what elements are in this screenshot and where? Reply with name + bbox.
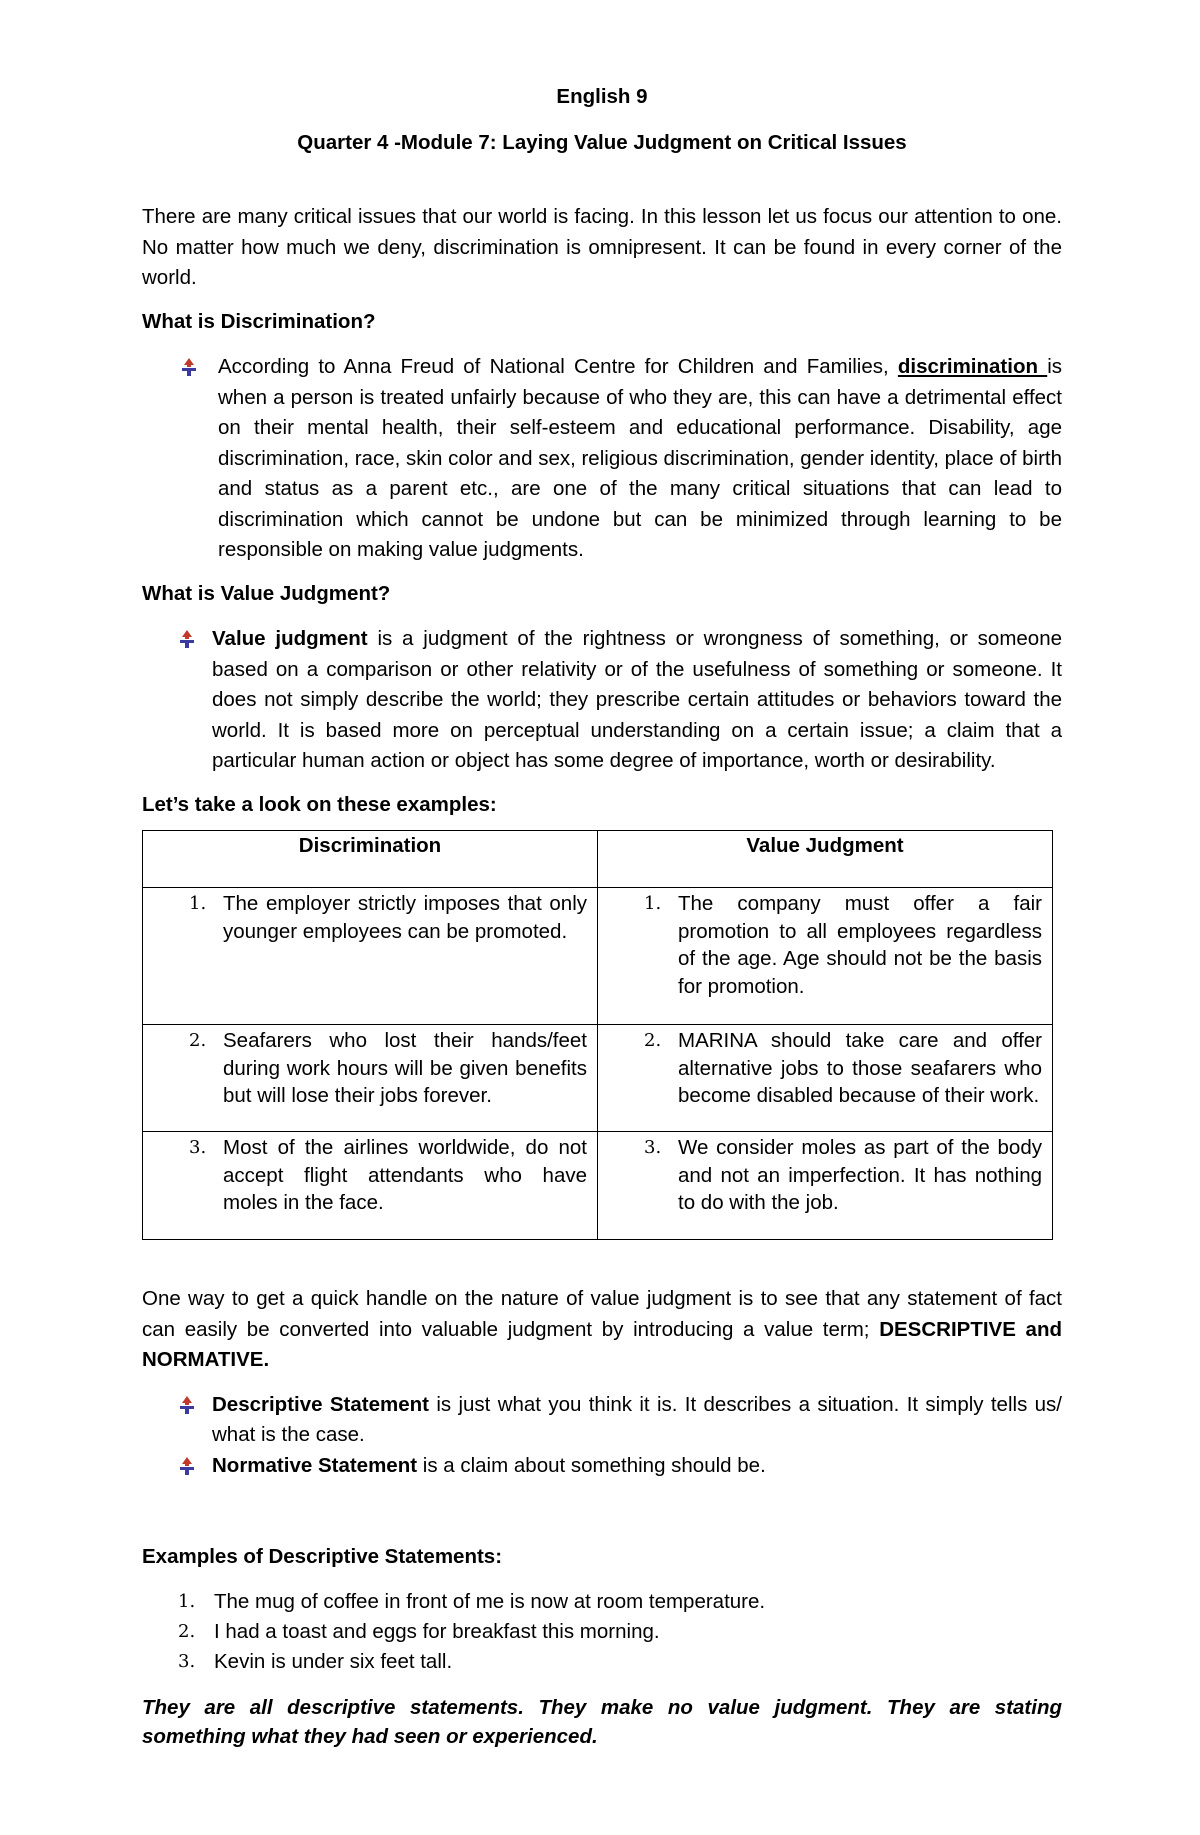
closing-statement: They are all descriptive statements. They make no value judgment. They are stating something what they had seen or experienced. [142, 1695, 1062, 1748]
value-term-types: DESCRIPTIVE and NORMATIVE. [142, 1317, 1063, 1371]
discrimination-example: Most of the airlines worldwide, do not accept flight attendants who have moles in the face. [223, 1136, 587, 1214]
subject-title: English 9 [556, 85, 648, 108]
column-header-value-judgment: Value Judgment [598, 831, 1053, 888]
descriptive-examples-heading: Examples of Descriptive Statements: [142, 1545, 503, 1568]
value-judgment-heading: What is Value Judgment? [142, 581, 391, 605]
table-row [143, 1132, 1053, 1240]
examples-heading: Let’s take a look on these examples: [142, 792, 497, 816]
list-number: 2. [178, 1620, 196, 1642]
discrimination-example: Seafarers who lost their hands/feet during work hours will be given benefits but will lose their jobs forever. [223, 1029, 587, 1107]
list-item [142, 1587, 1062, 1617]
normative-statement-item [142, 1451, 1062, 1482]
intro-paragraph: There are many critical issues that our world is facing. In this lesson let us focus our attention to one. No matter how much we deny, discrimination is omnipresent. It can be found in every corner of the world. [142, 205, 1062, 289]
descriptive-term: Descriptive Statement [212, 1392, 429, 1416]
value-judgment-definition [142, 624, 1062, 777]
row-number: 1. [189, 893, 207, 914]
value-judgment-example: We consider moles as part of the body and not an imperfection. It has nothing to do with the job. [678, 1136, 1042, 1214]
document-page [142, 82, 1062, 1751]
descriptive-examples-list [142, 1587, 1062, 1677]
list-number: 3. [178, 1650, 196, 1672]
comparison-table [142, 830, 1053, 1240]
descriptive-statement-item [142, 1390, 1062, 1451]
value-judgment-term: Value judgment [212, 627, 368, 650]
row-number: 3. [644, 1137, 662, 1158]
descriptive-text: is just what you think it is. It describes a situation. It simply tells us/ what is the case. [212, 1392, 1062, 1446]
list-item [142, 1617, 1062, 1647]
row-number: 1. [644, 893, 662, 914]
arrow-bullet-icon [178, 356, 200, 378]
arrow-bullet-icon [176, 1455, 198, 1477]
discrimination-example: The employer strictly imposes that only younger employees can be promoted. [223, 892, 587, 943]
definition-body-text: is when a person is treated unfairly because of who they are, this can have a detrimental effect on their mental health, their self-esteem and educational performance. Disability, age discrimination, race, skin color and sex, religious discrimination, gender identity, place of birth and status as a parent etc., are one of the many critical situations that can lead to discrimination which cannot be undone but can be minimized through learning to be responsible on making value judgments. [218, 355, 1062, 561]
value-term-text: One way to get a quick handle on the nature of value judgment is to see that any statement of fact can easily be converted into valuable judgment by introducing a value term; [142, 1287, 1062, 1341]
discrimination-term: discrimination [897, 355, 1048, 378]
table-row [143, 888, 1053, 1025]
module-title: Quarter 4 -Module 7: Laying Value Judgment on Critical Issues [297, 131, 907, 154]
list-item-text: I had a toast and eggs for breakfast this morning. [214, 1619, 660, 1643]
value-term-paragraph [142, 1284, 1062, 1376]
normative-text: is a claim about something should be. [417, 1453, 766, 1477]
discrimination-definition [142, 352, 1062, 566]
value-judgment-body-text: is a judgment of the rightness or wrongness of something, or someone based on a comparison or other relativity or of the usefulness of something or someone. It does not simply describe the world; they prescribe certain attitudes or behaviors toward the world. It is based more on perceptual understanding on a certain issue; a claim that a particular human action or object has some degree of importance, worth or desirability. [212, 627, 1062, 772]
row-number: 2. [644, 1030, 662, 1051]
value-judgment-example: The company must offer a fair promotion to all employees regardless of the age. Age should not be the basis for promotion. [678, 892, 1042, 998]
row-number: 2. [189, 1030, 207, 1051]
arrow-bullet-icon [176, 1394, 198, 1416]
discrimination-heading: What is Discrimination? [142, 309, 376, 333]
row-number: 3. [189, 1137, 207, 1158]
arrow-bullet-icon [176, 628, 198, 650]
normative-term: Normative Statement [212, 1453, 418, 1477]
value-judgment-example: MARINA should take care and offer alternative jobs to those seafarers who become disabled because of their work. [678, 1029, 1042, 1107]
list-item [142, 1647, 1062, 1677]
table-row [143, 1025, 1053, 1132]
table-header-row [143, 831, 1053, 888]
list-number: 1. [178, 1590, 196, 1612]
column-header-discrimination: Discrimination [143, 831, 598, 888]
list-item-text: The mug of coffee in front of me is now at room temperature. [214, 1589, 766, 1613]
definition-intro-text: According to Anna Freud of National Centre for Children and Families, [218, 355, 898, 378]
list-item-text: Kevin is under six feet tall. [214, 1649, 453, 1673]
